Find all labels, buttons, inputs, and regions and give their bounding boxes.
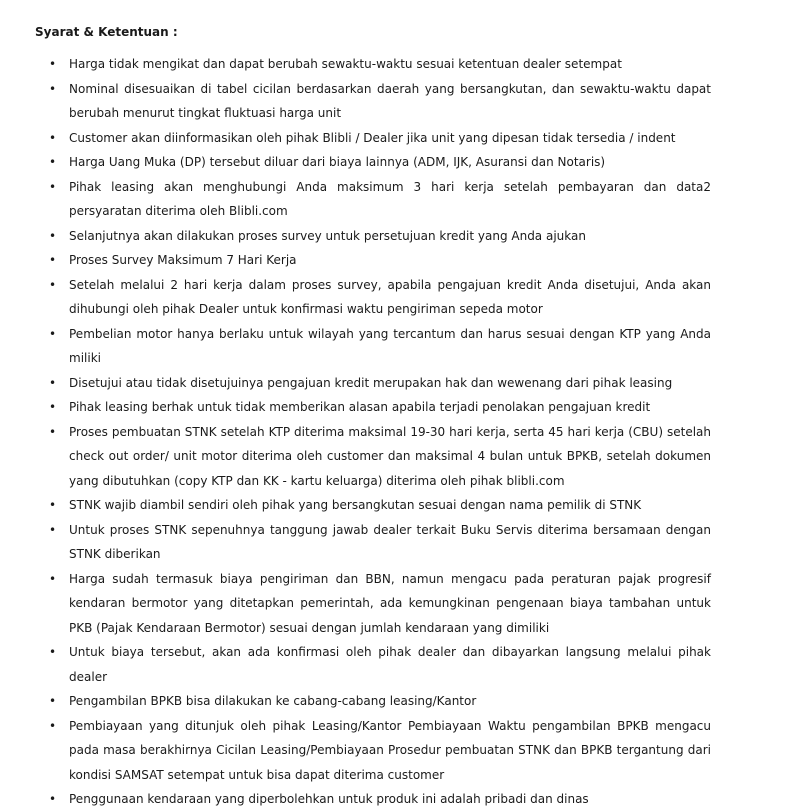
list-item bbox=[49, 273, 711, 322]
bullet-icon: • bbox=[49, 130, 57, 145]
bullet-icon: • bbox=[49, 228, 57, 243]
list-item-text: Pembiayaan yang ditunjuk oleh pihak Leasing/Kantor Pembiayaan Waktu pengambilan BPKB mengacu pada masa berakhirnya Cicilan Leasing/Pembiayaan Prosedur pembuatan STNK dan BPKB tergantung dari kondisi SAMSAT setempat untuk bisa dapat diterima customer bbox=[69, 718, 711, 782]
list-item-text: Proses pembuatan STNK setelah KTP diterima maksimal 19-30 hari kerja, serta 45 hari kerja (CBU) setelah check out order/ unit motor diterima oleh customer dan maksimal 4 bulan untuk BPKB, setelah dokumen yang dibutuhkan (copy KTP dan KK - kartu keluarga) diterima oleh pihak blibli.com bbox=[69, 424, 711, 488]
list-item bbox=[49, 420, 711, 494]
list-item-text: Selanjutnya akan dilakukan proses survey untuk persetujuan kredit yang Anda ajukan bbox=[69, 228, 586, 243]
list-item bbox=[49, 77, 711, 126]
list-item-text: Harga sudah termasuk biaya pengiriman dan BBN, namun mengacu pada peraturan pajak progresif kendaran bermotor yang ditetapkan pemerintah, ada kemungkinan pengenaan biaya tambahan untuk PKB (Pajak Kendaraan Bermotor) sesuai dengan jumlah kendaraan yang dimiliki bbox=[69, 571, 711, 635]
list-item-text: Pembelian motor hanya berlaku untuk wilayah yang tercantum dan harus sesuai dengan KTP yang Anda miliki bbox=[69, 326, 711, 365]
list-item-text: Proses Survey Maksimum 7 Hari Kerja bbox=[69, 253, 297, 267]
list-item bbox=[49, 640, 711, 689]
list-item-text: Untuk biaya tersebut, akan ada konfirmasi oleh pihak dealer dan dibayarkan langsung melalui pihak dealer bbox=[69, 645, 711, 684]
list-item bbox=[49, 371, 711, 396]
list-item bbox=[49, 689, 711, 714]
list-item-text: Setelah melalui 2 hari kerja dalam proses survey, apabila pengajuan kredit Anda disetujui, Anda akan dihubungi oleh pihak Dealer untuk konfirmasi waktu pengiriman sepeda motor bbox=[69, 277, 711, 316]
list-item bbox=[49, 567, 711, 641]
list-item bbox=[49, 175, 711, 224]
list-item-text: Pihak leasing akan menghubungi Anda maksimum 3 hari kerja setelah pembayaran dan data2 persyaratan diterima oleh Blibli.com bbox=[69, 179, 711, 218]
bullet-icon: • bbox=[49, 792, 57, 806]
list-item bbox=[49, 150, 711, 175]
bullet-icon: • bbox=[49, 522, 57, 537]
list-item bbox=[49, 395, 711, 420]
list-item bbox=[49, 714, 711, 788]
list-item-text: Pihak leasing berhak untuk tidak memberikan alasan apabila terjadi penolakan pengajuan kredit bbox=[69, 400, 651, 414]
list-item-text: STNK wajib diambil sendiri oleh pihak yang bersangkutan sesuai dengan nama pemilik di STNK bbox=[69, 498, 642, 512]
bullet-icon: • bbox=[49, 179, 57, 194]
list-item bbox=[49, 493, 711, 518]
list-item-text: Pengambilan BPKB bisa dilakukan ke cabang-cabang leasing/Kantor bbox=[69, 694, 477, 708]
bullet-icon: • bbox=[49, 694, 57, 708]
list-item-text: Harga Uang Muka (DP) tersebut diluar dari biaya lainnya (ADM, IJK, Asuransi dan Notaris) bbox=[69, 155, 606, 169]
list-item-text: Harga tidak mengikat dan dapat berubah sewaktu-waktu sesuai ketentuan dealer setempat bbox=[69, 57, 622, 71]
list-item bbox=[49, 52, 711, 77]
bullet-icon: • bbox=[49, 57, 57, 71]
terms-list bbox=[49, 52, 711, 812]
list-item-text: Disetujui atau tidak disetujuinya pengajuan kredit merupakan hak dan wewenang dari pihak leasing bbox=[69, 375, 673, 390]
list-item bbox=[49, 518, 711, 567]
list-item bbox=[49, 322, 711, 371]
bullet-icon: • bbox=[49, 571, 57, 586]
list-item bbox=[49, 126, 711, 151]
bullet-icon: • bbox=[49, 645, 57, 659]
bullet-icon: • bbox=[49, 155, 57, 169]
list-item-text: Penggunaan kendaraan yang diperbolehkan untuk produk ini adalah pribadi dan dinas bbox=[69, 792, 589, 806]
bullet-icon: • bbox=[49, 424, 57, 439]
bullet-icon: • bbox=[49, 277, 57, 292]
bullet-icon: • bbox=[49, 326, 57, 341]
bullet-icon: • bbox=[49, 375, 57, 390]
bullet-icon: • bbox=[49, 81, 57, 96]
list-item-text: Nominal disesuaikan di tabel cicilan berdasarkan daerah yang bersangkutan, dan sewaktu-waktu dapat berubah menurut tingkat fluktuasi harga unit bbox=[69, 81, 711, 120]
document-title: Syarat & Ketentuan : bbox=[35, 25, 178, 39]
list-item-text: Customer akan diinformasikan oleh pihak Blibli / Dealer jika unit yang dipesan tidak tersedia / indent bbox=[69, 130, 676, 145]
bullet-icon: • bbox=[49, 253, 57, 267]
list-item bbox=[49, 248, 711, 273]
list-item bbox=[49, 224, 711, 249]
bullet-icon: • bbox=[49, 400, 57, 414]
list-item-text: Untuk proses STNK sepenuhnya tanggung jawab dealer terkait Buku Servis diterima bersamaan dengan STNK diberikan bbox=[69, 522, 711, 561]
bullet-icon: • bbox=[49, 498, 57, 512]
bullet-icon: • bbox=[49, 718, 57, 733]
list-item bbox=[49, 787, 711, 812]
